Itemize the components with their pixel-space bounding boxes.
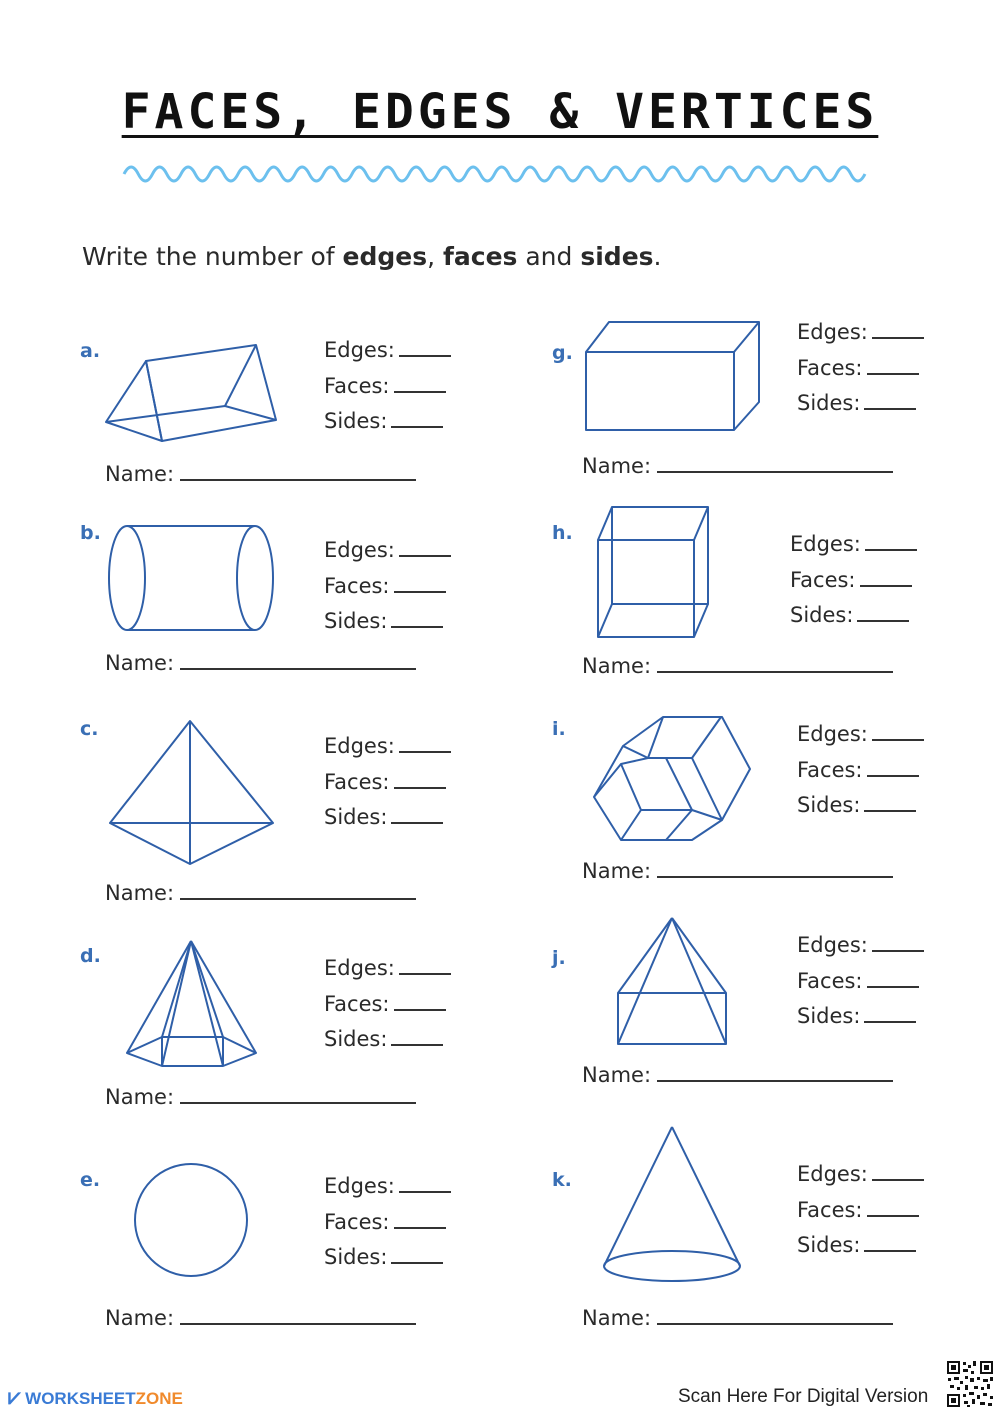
name-field[interactable]: Name: (582, 859, 893, 883)
sphere-icon (132, 1161, 252, 1281)
faces-field[interactable]: Faces: (324, 369, 451, 405)
item-letter: c. (80, 718, 99, 740)
edges-field[interactable]: Edges: (324, 729, 451, 765)
pentagonal-pyramid-icon (122, 937, 262, 1071)
faces-field[interactable]: Faces: (324, 1205, 451, 1241)
sides-field[interactable]: Sides: (797, 386, 924, 422)
sides-field[interactable]: Sides: (324, 800, 451, 836)
edges-field[interactable]: Edges: (790, 527, 917, 563)
edges-field[interactable]: Edges: (797, 928, 924, 964)
sides-field[interactable]: Sides: (324, 604, 451, 640)
item-letter: j. (552, 947, 566, 969)
edges-field[interactable]: Edges: (797, 315, 924, 351)
name-field[interactable]: Name: (582, 454, 893, 478)
name-field[interactable]: Name: (582, 1306, 893, 1330)
edges-field[interactable]: Edges: (324, 1169, 451, 1205)
edges-field[interactable]: Edges: (324, 533, 451, 569)
item-letter: e. (80, 1169, 101, 1191)
faces-field[interactable]: Faces: (797, 753, 924, 789)
wave-divider (122, 160, 868, 188)
sides-field[interactable]: Sides: (790, 598, 917, 634)
name-field[interactable]: Name: (582, 654, 893, 678)
name-field[interactable]: Name: (105, 881, 416, 905)
faces-field[interactable]: Faces: (790, 563, 917, 599)
faces-field[interactable]: Faces: (324, 987, 451, 1023)
sides-field[interactable]: Sides: (797, 999, 924, 1035)
hexagonal-prism-icon (590, 713, 755, 845)
cone-icon (600, 1123, 745, 1285)
pyramid-icon (612, 914, 732, 1050)
cube-icon (594, 503, 716, 643)
triangular-prism-icon (100, 340, 285, 445)
name-field[interactable]: Name: (582, 1063, 893, 1087)
item-letter: k. (552, 1169, 572, 1191)
item-letter: g. (552, 342, 573, 364)
sides-field[interactable]: Sides: (324, 1022, 451, 1058)
item-letter: a. (80, 340, 101, 362)
rectangular-prism-icon (580, 318, 765, 436)
qr-code-icon[interactable] (946, 1360, 994, 1408)
edges-field[interactable]: Edges: (324, 333, 451, 369)
faces-field[interactable]: Faces: (797, 964, 924, 1000)
sides-field[interactable]: Sides: (324, 404, 451, 440)
worksheetzone-logo[interactable]: ⩗ WORKSHEETZONE (8, 1384, 183, 1409)
edges-field[interactable]: Edges: (797, 1157, 924, 1193)
sides-field[interactable]: Sides: (324, 1240, 451, 1276)
cylinder-icon (104, 522, 279, 634)
faces-field[interactable]: Faces: (797, 1193, 924, 1229)
name-field[interactable]: Name: (105, 462, 416, 486)
sides-field[interactable]: Sides: (797, 1228, 924, 1264)
scan-text: Scan Here For Digital Version (678, 1386, 929, 1407)
edges-field[interactable]: Edges: (324, 951, 451, 987)
faces-field[interactable]: Faces: (324, 569, 451, 605)
instructions: Write the number of edges, faces and sides. (82, 242, 662, 271)
item-letter: i. (552, 718, 566, 740)
edges-field[interactable]: Edges: (797, 717, 924, 753)
faces-field[interactable]: Faces: (797, 351, 924, 387)
page-title: FACES, EDGES & VERTICES (121, 84, 879, 140)
square-pyramid-icon (104, 716, 279, 870)
item-letter: d. (80, 945, 101, 967)
name-field[interactable]: Name: (105, 651, 416, 675)
item-letter: h. (552, 522, 573, 544)
faces-field[interactable]: Faces: (324, 765, 451, 801)
item-letter: b. (80, 522, 101, 544)
logo-mark-icon: ⩗ (8, 1384, 21, 1409)
name-field[interactable]: Name: (105, 1085, 416, 1109)
sides-field[interactable]: Sides: (797, 788, 924, 824)
name-field[interactable]: Name: (105, 1306, 416, 1330)
